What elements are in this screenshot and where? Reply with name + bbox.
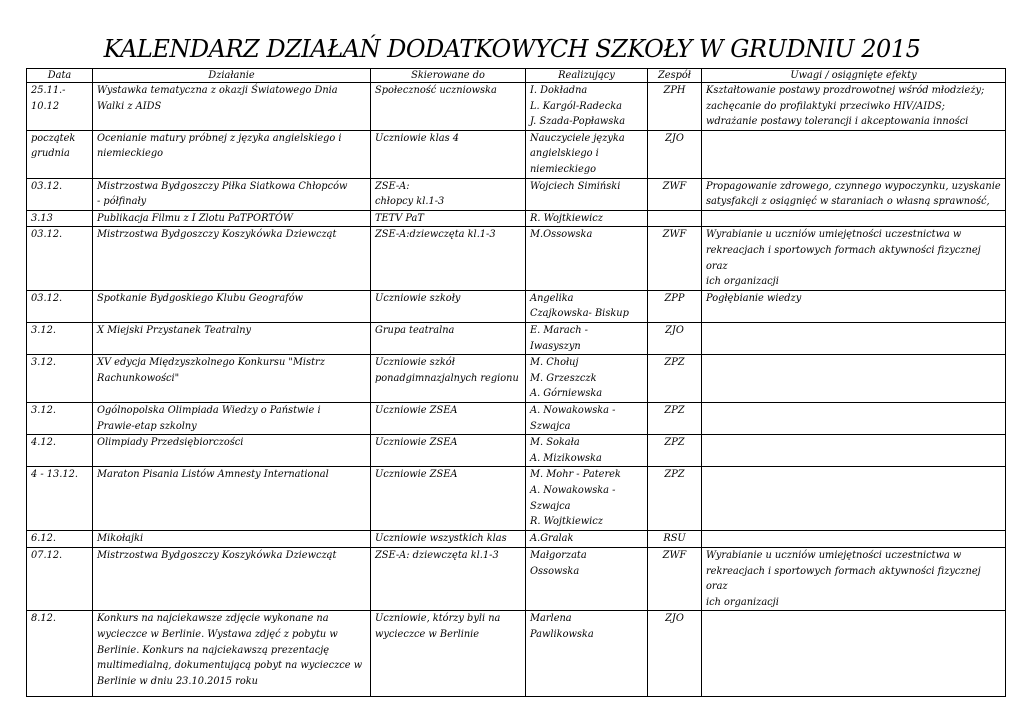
cell-date: 3.12. bbox=[27, 403, 93, 435]
cell-target: Uczniowie szkół ponadgimnazjalnych regionu bbox=[371, 355, 526, 403]
cell-responsible: R. Wojtkiewicz bbox=[526, 210, 648, 227]
cell-action: Mikołajki bbox=[93, 531, 371, 548]
cell-notes: Wyrabianie u uczniów umiejętności uczestnictwa w rekreacjach i sportowych formach aktywności fizycznej oraz ich organizacji bbox=[702, 548, 1006, 611]
cell-notes: Kształtowanie postawy prozdrowotnej wśród młodzieży; zachęcanie do profilaktyki przeciwko HIV/AIDS; wdrażanie postawy tolerancji i akceptowania inności bbox=[702, 83, 1006, 131]
cell-target: ZSE-A: dziewczęta kl.1-3 bbox=[371, 548, 526, 611]
cell-date: początek grudnia bbox=[27, 130, 93, 178]
cell-action: Konkurs na najciekawsze zdjęcie wykonane na wycieczce w Berlinie. Wystawa zdjęć z pobytu w Berlinie. Konkurs na najciekawszą prezentację multimedialną, dokumentującą pobyt na wycieczce w Berlinie w dniu 23.10.2015 roku bbox=[93, 611, 371, 697]
cell-action: Mistrzostwa Bydgoszczy Koszykówka Dziewcząt bbox=[93, 548, 371, 611]
cell-responsible: A. Nowakowska - Szwajca bbox=[526, 403, 648, 435]
table-row bbox=[27, 531, 1006, 548]
table-row bbox=[27, 467, 1006, 531]
cell-team: ZPP bbox=[648, 290, 702, 322]
cell-target: ZSE-A: chłopcy kl.1-3 bbox=[371, 178, 526, 210]
cell-notes bbox=[702, 210, 1006, 227]
cell-action: Maraton Pisania Listów Amnesty International bbox=[93, 467, 371, 531]
cell-responsible: I. Dokładna L. Kargól-Radecka J. Szada-Popławska bbox=[526, 83, 648, 131]
cell-responsible: M. Sokała A. Mizikowska bbox=[526, 435, 648, 467]
cell-notes bbox=[702, 322, 1006, 354]
cell-responsible: M. Mohr - Paterek A. Nowakowska - Szwajca R. Wojtkiewicz bbox=[526, 467, 648, 531]
cell-notes bbox=[702, 531, 1006, 548]
cell-responsible: Nauczyciele języka angielskiego i niemieckiego bbox=[526, 130, 648, 178]
cell-responsible: A.Gralak bbox=[526, 531, 648, 548]
cell-team: ZJO bbox=[648, 130, 702, 178]
cell-action: Ocenianie matury próbnej z języka angielskiego i niemieckiego bbox=[93, 130, 371, 178]
cell-action: Ogólnopolska Olimpiada Wiedzy o Państwie i Prawie-etap szkolny bbox=[93, 403, 371, 435]
table-row bbox=[27, 130, 1006, 178]
cell-notes: Propagowanie zdrowego, czynnego wypoczynku, uzyskanie satysfakcji z osiągnięć w staraniach o własną sprawność, bbox=[702, 178, 1006, 210]
cell-notes bbox=[702, 435, 1006, 467]
cell-target: Uczniowie, którzy byli na wycieczce w Berlinie bbox=[371, 611, 526, 697]
cell-team: ZJO bbox=[648, 322, 702, 354]
cell-action: Wystawka tematyczna z okazji Światowego Dnia Walki z AIDS bbox=[93, 83, 371, 131]
cell-date: 4 - 13.12. bbox=[27, 467, 93, 531]
cell-notes bbox=[702, 403, 1006, 435]
cell-date: 3.12. bbox=[27, 322, 93, 354]
cell-target: Uczniowie klas 4 bbox=[371, 130, 526, 178]
cell-action: X Miejski Przystanek Teatralny bbox=[93, 322, 371, 354]
cell-action: Mistrzostwa Bydgoszczy Koszykówka Dziewcząt bbox=[93, 227, 371, 290]
page-title: KALENDARZ DZIAŁAŃ DODATKOWYCH SZKOŁY W GRUDNIU 2015 bbox=[103, 35, 921, 63]
cell-date: 8.12. bbox=[27, 611, 93, 697]
cell-date: 4.12. bbox=[27, 435, 93, 467]
table-row bbox=[27, 403, 1006, 435]
cell-action: XV edycja Międzyszkolnego Konkursu "Mistrz Rachunkowości" bbox=[93, 355, 371, 403]
cell-date: 25.11.- 10.12 bbox=[27, 83, 93, 131]
cell-responsible: Marlena Pawlikowska bbox=[526, 611, 648, 697]
cell-responsible: M. Chołuj M. Grzeszczk A. Górniewska bbox=[526, 355, 648, 403]
cell-target: Uczniowie ZSEA bbox=[371, 435, 526, 467]
header-action: Działanie bbox=[93, 69, 371, 83]
cell-target: ZSE-A:dziewczęta kl.1-3 bbox=[371, 227, 526, 290]
table-row bbox=[27, 322, 1006, 354]
cell-notes bbox=[702, 355, 1006, 403]
cell-notes: Pogłębianie wiedzy bbox=[702, 290, 1006, 322]
cell-notes bbox=[702, 467, 1006, 531]
header-target: Skierowane do bbox=[371, 69, 526, 83]
calendar-table bbox=[26, 68, 1006, 697]
table-header-row bbox=[27, 69, 1006, 83]
table-row bbox=[27, 290, 1006, 322]
cell-responsible: M.Ossowska bbox=[526, 227, 648, 290]
cell-date: 6.12. bbox=[27, 531, 93, 548]
table-row bbox=[27, 611, 1006, 697]
cell-responsible: E. Marach - Iwasyszyn bbox=[526, 322, 648, 354]
cell-team: ZWF bbox=[648, 178, 702, 210]
cell-date: 3.12. bbox=[27, 355, 93, 403]
table-row bbox=[27, 178, 1006, 210]
cell-notes: Wyrabianie u uczniów umiejętności uczestnictwa w rekreacjach i sportowych formach aktywności fizycznej oraz ich organizacji bbox=[702, 227, 1006, 290]
cell-notes bbox=[702, 611, 1006, 697]
cell-responsible: Małgorzata Ossowska bbox=[526, 548, 648, 611]
cell-date: 03.12. bbox=[27, 227, 93, 290]
header-responsible: Realizujący bbox=[526, 69, 648, 83]
cell-team: ZPZ bbox=[648, 355, 702, 403]
cell-date: 03.12. bbox=[27, 290, 93, 322]
header-notes: Uwagi / osiągnięte efekty bbox=[702, 69, 1006, 83]
cell-date: 07.12. bbox=[27, 548, 93, 611]
cell-team: ZPZ bbox=[648, 435, 702, 467]
table-row bbox=[27, 210, 1006, 227]
cell-action: Olimpiady Przedsiębiorczości bbox=[93, 435, 371, 467]
cell-team: RSU bbox=[648, 531, 702, 548]
table-row bbox=[27, 548, 1006, 611]
cell-action: Spotkanie Bydgoskiego Klubu Geografów bbox=[93, 290, 371, 322]
table-row bbox=[27, 83, 1006, 131]
cell-date: 03.12. bbox=[27, 178, 93, 210]
cell-responsible: Wojciech Simiński bbox=[526, 178, 648, 210]
table-row bbox=[27, 435, 1006, 467]
cell-responsible: Angelika Czajkowska- Biskup bbox=[526, 290, 648, 322]
cell-target: Uczniowie ZSEA bbox=[371, 403, 526, 435]
cell-action: Mistrzostwa Bydgoszczy Piłka Siatkowa Chłopców - półfinały bbox=[93, 178, 371, 210]
cell-target: TETV PaT bbox=[371, 210, 526, 227]
cell-team: ZJO bbox=[648, 611, 702, 697]
cell-notes bbox=[702, 130, 1006, 178]
cell-team: ZPZ bbox=[648, 403, 702, 435]
cell-team: ZWF bbox=[648, 227, 702, 290]
header-team: Zespół bbox=[648, 69, 702, 83]
cell-target: Grupa teatralna bbox=[371, 322, 526, 354]
cell-team: ZPH bbox=[648, 83, 702, 131]
cell-team: ZPZ bbox=[648, 467, 702, 531]
cell-target: Uczniowie ZSEA bbox=[371, 467, 526, 531]
cell-team bbox=[648, 210, 702, 227]
cell-action: Publikacja Filmu z I Zlotu PaTPORTÓW bbox=[93, 210, 371, 227]
cell-date: 3.13 bbox=[27, 210, 93, 227]
cell-target: Uczniowie wszystkich klas bbox=[371, 531, 526, 548]
header-date: Data bbox=[27, 69, 93, 83]
table-row bbox=[27, 227, 1006, 290]
cell-target: Społeczność uczniowska bbox=[371, 83, 526, 131]
cell-target: Uczniowie szkoły bbox=[371, 290, 526, 322]
cell-team: ZWF bbox=[648, 548, 702, 611]
table-row bbox=[27, 355, 1006, 403]
